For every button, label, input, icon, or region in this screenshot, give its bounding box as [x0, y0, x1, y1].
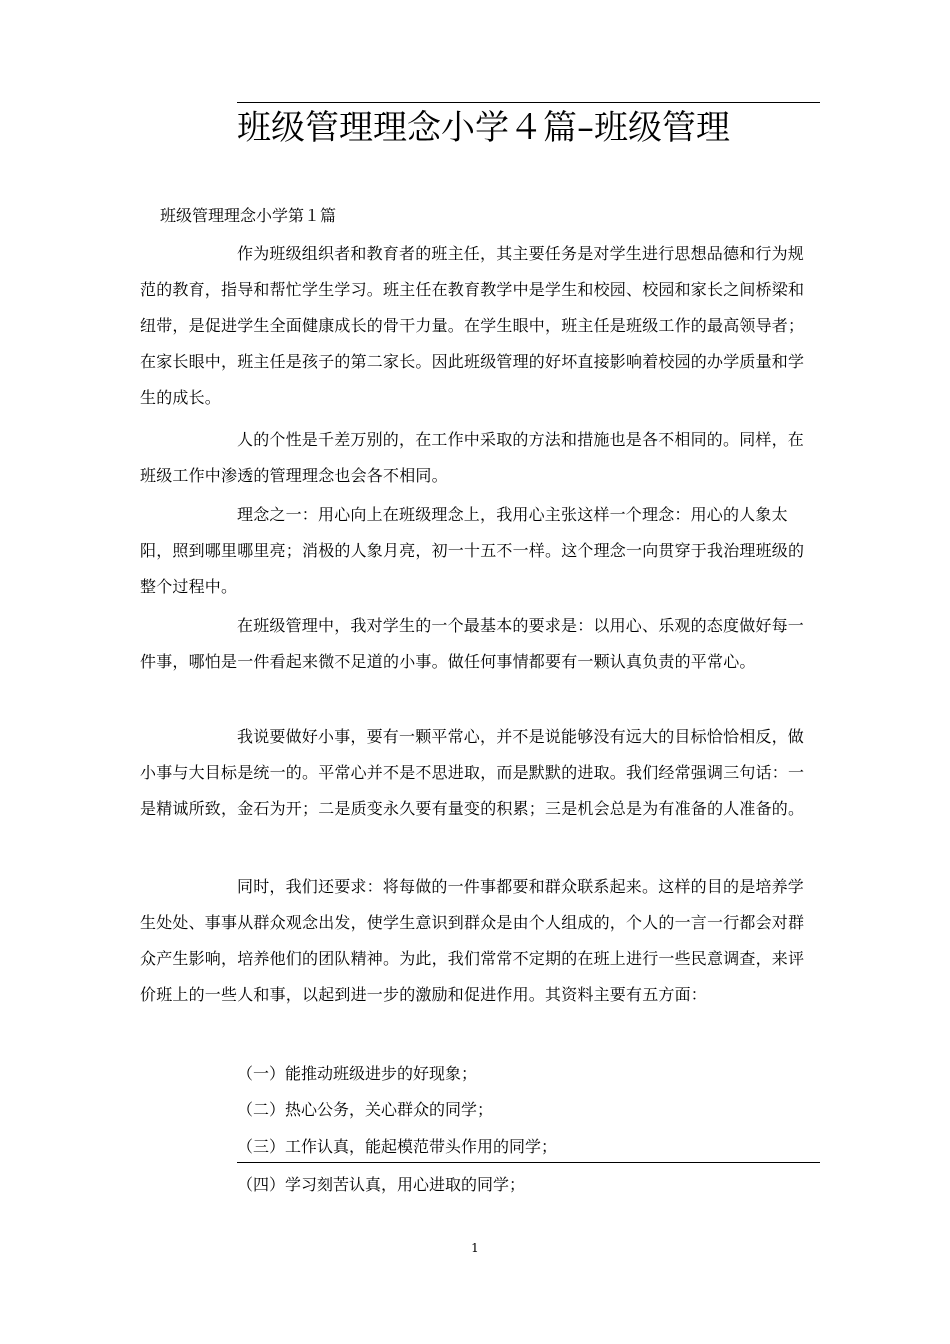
paragraph-text: 理念之一：用心向上在班级理念上，我用心主张这样一个理念：用心的人象太阳，照到哪里哪里亮；消极的人象月亮，初一十五不一样。这个理念一向贯穿于我治理班级的整个过程中。	[140, 505, 805, 596]
paragraph	[140, 236, 820, 416]
header-rule	[237, 102, 820, 103]
list-item: （一）能推动班级进步的好现象；	[237, 1064, 478, 1083]
divider-rule	[237, 1162, 820, 1163]
paragraph	[140, 719, 820, 827]
list-item: （二）热心公务，关心群众的同学；	[237, 1100, 494, 1119]
paragraph	[140, 422, 820, 494]
paragraph	[140, 497, 820, 605]
document-title: 班级管理理念小学４篇–班级管理	[237, 108, 730, 148]
list-item: （四）学习刻苦认真，用心进取的同学；	[237, 1175, 526, 1194]
list-item: （三）工作认真，能起模范带头作用的同学；	[237, 1137, 558, 1156]
paragraph-text: 在班级管理中，我对学生的一个最基本的要求是：以用心、乐观的态度做好每一件事，哪怕是一件看起来微不足道的小事。做任何事情都要有一颗认真负责的平常心。	[140, 616, 805, 671]
paragraph-text: 作为班级组织者和教育者的班主任，其主要任务是对学生进行思想品德和行为规范的教育，指导和帮忙学生学习。班主任在教育教学中是学生和校园、校园和家长之间桥梁和纽带，是促进学生全面健康成长的骨干力量。在学生眼中，班主任是班级工作的最高领导者；在家长眼中，班主任是孩子的第二家长。因此班级管理的好坏直接影响着校园的办学质量和学生的成长。	[140, 244, 805, 407]
section-heading: 班级管理理念小学第１篇	[160, 206, 337, 225]
paragraph-text: 我说要做好小事，要有一颗平常心，并不是说能够没有远大的目标恰恰相反，做小事与大目标是统一的。平常心并不是不思进取，而是默默的进取。我们经常强调三句话：一是精诚所致，金石为开；二是质变永久要有量变的积累；三是机会总是为有准备的人准备的。	[140, 727, 805, 818]
paragraph-text: 人的个性是千差万别的，在工作中采取的方法和措施也是各不相同的。同样，在班级工作中渗透的管理理念也会各不相同。	[140, 430, 805, 485]
page-number: 1	[471, 1241, 479, 1255]
paragraph-text: 同时，我们还要求：将每做的一件事都要和群众联系起来。这样的目的是培养学生处处、事事从群众观念出发，使学生意识到群众是由个人组成的，个人的一言一行都会对群众产生影响，培养他们的团队精神。为此，我们常常不定期的在班上进行一些民意调查，来评价班上的一些人和事，以起到进一步的激励和促进作用。其资料主要有五方面：	[140, 877, 805, 1004]
paragraph	[140, 608, 820, 680]
paragraph	[140, 869, 820, 1013]
